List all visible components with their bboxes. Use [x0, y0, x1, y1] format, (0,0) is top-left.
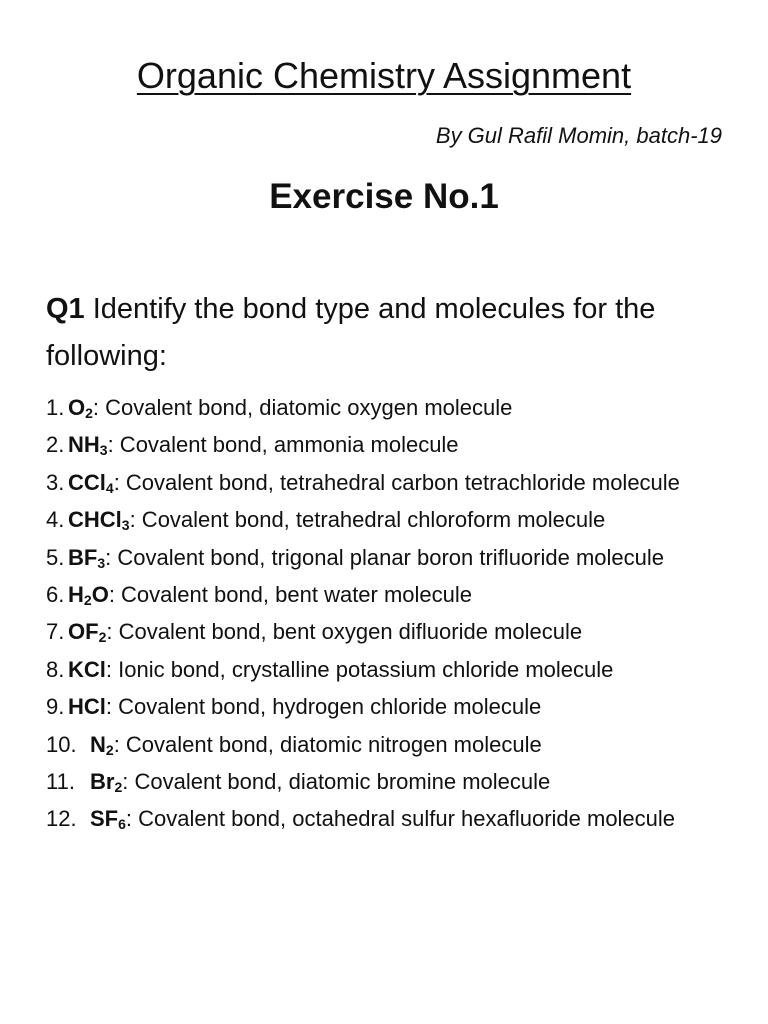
chemical-formula: $Br_2$	[90, 769, 123, 796]
chemical-formula: $SF_6$	[90, 806, 126, 833]
answer-number: 12.	[46, 806, 77, 832]
answer-number: 1.	[46, 395, 65, 420]
exercise-heading: Exercise No.1	[269, 177, 499, 216]
answer-text	[90, 726, 736, 763]
question-number: Q1	[46, 293, 85, 325]
answer-number: 4.	[46, 507, 65, 533]
chemical-formula: CCl$_4$	[68, 469, 114, 496]
chemical-formula: $O_2$	[68, 395, 93, 421]
answer-item	[46, 763, 736, 800]
answer-number: 9.	[46, 694, 65, 720]
bond-description: : Covalent bond, hydrogen chloride molecule	[105, 694, 542, 720]
answer-list	[46, 389, 736, 838]
answer-number: 8.	[46, 656, 65, 682]
answer-text	[68, 613, 736, 650]
answer-item	[46, 688, 736, 725]
question-text: Identify the bond type and molecules for the following:	[46, 293, 656, 372]
answer-item	[46, 651, 736, 688]
bond-description: : Covalent bond, octahedral sulfur hexafluoride molecule	[125, 806, 676, 832]
document-title: Organic Chemistry Assignment	[136, 55, 632, 96]
answer-number: 7.	[46, 619, 65, 645]
bond-description: : Covalent bond, bent water molecule	[108, 582, 473, 608]
answer-text	[90, 763, 736, 800]
answer-item	[46, 464, 736, 501]
answer-item	[46, 800, 736, 837]
chemical-formula: $NH_3$	[68, 432, 108, 459]
chemical-formula: HCl	[68, 694, 106, 720]
chemical-formula: CHCl$_3$	[68, 507, 130, 534]
answer-text	[68, 651, 736, 688]
bond-description: : Covalent bond, bent oxygen difluoride molecule	[106, 619, 583, 645]
answer-item	[46, 501, 736, 538]
answer-text	[68, 688, 736, 725]
bond-description: : Covalent bond, diatomic oxygen molecule	[92, 395, 513, 420]
chemical-formula: KCl	[68, 656, 106, 682]
answer-text	[90, 800, 736, 837]
author-byline: By Gul Rafil Momin, batch-19	[435, 123, 722, 148]
answer-number: 5.	[46, 544, 65, 570]
answer-number: 2.	[46, 432, 65, 458]
bond-description: : Covalent bond, trigonal planar boron trifluoride molecule	[105, 544, 665, 570]
answer-item	[46, 576, 736, 613]
answer-item	[46, 726, 736, 763]
answer-text	[68, 539, 736, 576]
answer-text	[68, 464, 736, 501]
answer-number: 6.	[46, 582, 65, 608]
answer-item	[46, 426, 736, 463]
chemical-formula: $OF_2$	[68, 619, 107, 646]
answer-number: 10.	[46, 731, 77, 757]
chemical-formula: $BF_3$	[68, 544, 106, 571]
bond-description: : Covalent bond, tetrahedral carbon tetrachloride molecule	[113, 469, 680, 495]
chemical-formula: $N_2$	[90, 731, 114, 758]
question-prompt	[46, 286, 726, 380]
chemical-formula: $H_2O$	[68, 582, 109, 609]
bond-description: : Covalent bond, diatomic bromine molecule	[122, 769, 551, 795]
answer-item	[46, 539, 736, 576]
answer-item	[46, 389, 736, 426]
answer-text	[68, 576, 736, 613]
answer-number: 3.	[46, 469, 65, 495]
answer-text	[68, 501, 736, 538]
answer-text	[68, 389, 736, 426]
bond-description: : Covalent bond, ammonia molecule	[107, 432, 459, 458]
bond-description: : Covalent bond, diatomic nitrogen molecule	[113, 731, 542, 757]
answer-number: 11.	[46, 769, 75, 795]
bond-description: : Ionic bond, crystalline potassium chloride molecule	[105, 656, 614, 682]
answer-text	[68, 426, 736, 463]
bond-description: : Covalent bond, tetrahedral chloroform molecule	[129, 507, 606, 533]
answer-item	[46, 613, 736, 650]
